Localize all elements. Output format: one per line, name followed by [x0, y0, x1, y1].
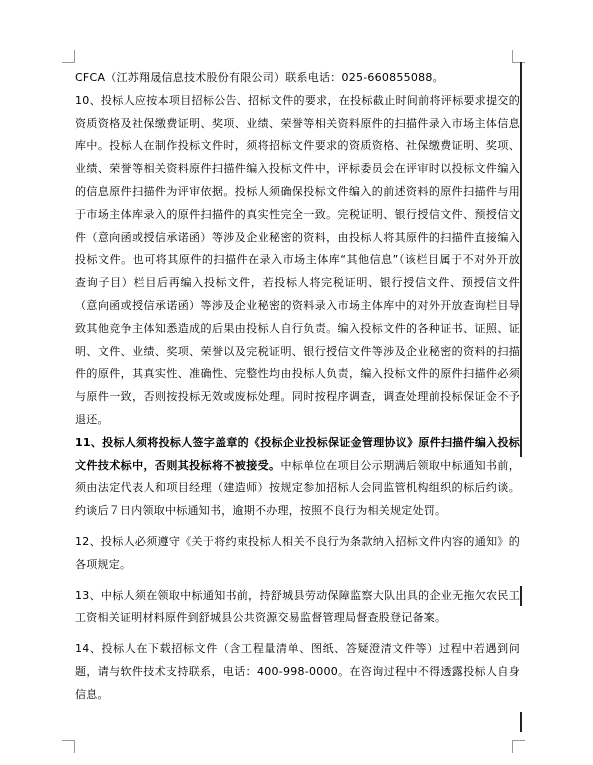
clause-text: 中标单位在项目公示期满后领取中标通知书前，须由法定代表人和项目经理（建造师）按规定参加招标人会同监管机构组织的标后约谈。约谈后７日内领取中标通知书，逾期不办理，按照不良行为相关规定处罚。 [75, 458, 521, 518]
margin-corner-top-left [62, 50, 75, 63]
margin-corner-bottom-right [512, 740, 525, 753]
margin-corner-top-right [512, 50, 525, 63]
paragraph: 12、投标人必须遵守《关于将约束投标人相关不良行为条款纳入招标文件内容的通知》的各项规定。 [75, 534, 520, 571]
change-bar [520, 712, 522, 732]
paragraph: CFCA（江苏翔晟信息技术股份有限公司）联系电话：025-660855088。 [75, 71, 444, 84]
paragraph: 13、中标人须在领取中标通知书前，持舒城县劳动保障监察大队出具的企业无拖欠农民工工资相关证明材料原件到舒城县公共资源交易监督管理局督查股登记备案。 [75, 588, 520, 625]
change-bar [520, 437, 522, 457]
margin-corner-bottom-left [62, 740, 75, 753]
bold-clause: 11、投标人须将投标人签字盖章的《投标企业投标保证金管理协议》原件扫描件编入投标文件技术标中，否则其投标将不被接受。 [75, 435, 520, 472]
change-bar [520, 62, 522, 440]
paragraph: 14、投标人在下载招标文件（含工程量清单、图纸、答疑澄清文件等）过程中若遇到问题，请与软件技术支持联系，电话：400-998-0000。在咨询过程中不得透露投标人自身信息。 [75, 642, 520, 701]
paragraph: 10、投标人应按本项目招标公告、招标文件的要求，在投标截止时间前将评标要求提交的资质资格及社保缴费证明、奖项、业绩、荣誉等相关资料原件的扫描件录入市场主体信息库中。投标人在制作投标文件时，须将招标文件要求的资质资格、社保缴费证明、奖项、业绩、荣誉等相关资料原件扫描件编入投标文件中，评标委员会在评审时以投标文件编入的信息原件扫描件为评审依据。投标人须确保投标文件编入的前述资料的原件扫描件与用于市场主体库录入的原件扫描件的真实性完全一致。完税证明、银行授信文件、预授信文件（意向函或授信承诺函）等涉及企业秘密的资料，由投标人将其原件的扫描件直接编入投标文件。也可将其原件的扫描件在录入市场主体库“其他信息”（该栏目属于不对外开放查询子目）栏目后再编入投标文件，若投标人将完税证明、银行授信文件、预授信文件（意向函或授信承诺函）等涉及企业秘密的资料录入市场主体库中的对外开放查询栏目导致其他竞争主体知悉造成的后果由投标人自行负责。编入投标文件的各种证书、证照、证明、文件、业绩、奖项、荣誉以及完税证明、银行授信文件等涉及企业秘密的资料的扫描件的原件，其真实性、准确性、完整性均由投标人负责，编入投标文件的原件扫描件必须与原件一致，否则按投标无效或废标处理。同时按程序调查，调查处理前投标保证金不予退还。 [75, 93, 520, 426]
document-body [75, 67, 520, 707]
change-bar [520, 586, 522, 606]
paragraph [75, 432, 520, 523]
